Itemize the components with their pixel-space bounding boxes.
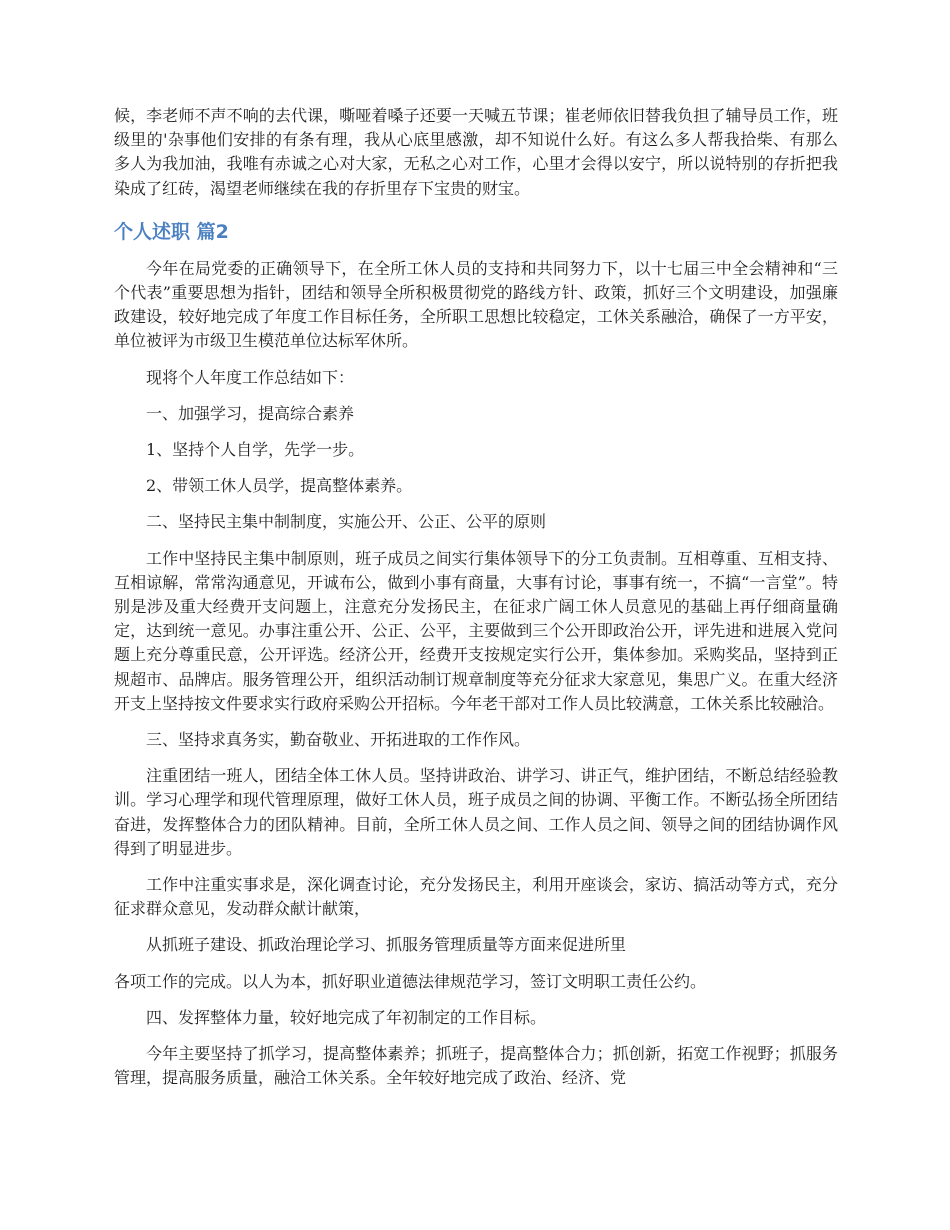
section-title-2: 二、坚持民主集中制制度，实施公开、公正、公平的原则 — [146, 512, 547, 532]
section-heading: 个人述职 篇2 — [114, 220, 229, 243]
paragraph-practical: 工作中注重实事求是，深化调查讨论，充分发扬民主，利用开座谈会，家访、搞活动等方式，充分征求群众意见，发动群众献计献策， — [114, 875, 838, 919]
paragraph-democracy: 工作中坚持民主集中制原则，班子成员之间实行集体领导下的分工负责制。互相尊重、互相支持、互相谅解，常常沟通意见，开诚布公，做到小事有商量，大事有讨论，事事有统一，不搞“一言堂”。特别是涉及重大经费开支问题上，注意充分发扬民主，在征求广阔工休人员意见的基础上再仔细商量确定，达到统一意见。办事注重公开、公正、公平，主要做到三个公开即政治公开，评先进和进展入党问题上充分尊重民意，公开评选。经济公开，经费开支按规定实行公开，集体参加。采购奖品，坚持到正规超市、品牌店。服务管理公开，组织活动制订规章制度等充分征求大家意见，集思广义。在重大经济开支上坚持按文件要求实行政府采购公开招标。今年老干部对工作人员比较满意，工休关系比较融洽。 — [114, 548, 838, 713]
list-item-1: 1、坚持个人自学，先学一步。 — [146, 440, 365, 460]
intro-paragraph: 候，李老师不声不响的去代课，嘶哑着嗓子还要一天喊五节课；崔老师依旧替我负担了辅导员工作，班级里的'杂事他们安排的有条有理，我从心底里感激，却不知说什么好。有这么多人帮我拾柴、有那么多人为我加油，我唯有赤诚之心对大家，无私之心对工作，心里才会得以安宁，所以说特别的存折把我染成了红砖，渴望老师继续在我的存折里存下宝贵的财宝。 — [114, 106, 838, 198]
paragraph-unity: 注重团结一班人，团结全体工休人员。坚持讲政治、讲学习、讲正气，维护团结，不断总结经验教训。学习心理学和现代管理原理，做好工休人员，班子成员之间的协调、平衡工作。不断弘扬全所团结奋进，发挥整体合力的团队精神。目前，全所工休人员之间、工作人员之间、领导之间的团结协调作风得到了明显进步。 — [114, 766, 838, 858]
paragraph-opening: 今年在局党委的正确领导下，在全所工休人员的支持和共同努力下，以十七届三中全会精神和“三个代表”重要思想为指针，团结和领导全所积极贯彻党的路线方针、政策，抓好三个文明建设，加强廉政建设，较好地完成了年度工作目标任务，全所职工思想比较稳定，工休关系融洽，确保了一方平安，单位被评为市级卫生模范单位达标军休所。 — [114, 258, 838, 351]
paragraph-promote: 从抓班子建设、抓政治理论学习、抓服务管理质量等方面来促进所里 — [146, 935, 627, 955]
list-item-2: 2、带领工休人员学，提高整体素养。 — [146, 476, 413, 496]
section-title-4: 四、发挥整体力量，较好地完成了年初制定的工作目标。 — [146, 1007, 547, 1027]
paragraph-goals: 今年主要坚持了抓学习，提高整体素养；抓班子，提高整体合力；抓创新，拓宽工作视野；抓服务管理，提高服务质量，融洽工休关系。全年较好地完成了政治、经济、党 — [114, 1044, 838, 1088]
paragraph-summary-intro: 现将个人年度工作总结如下： — [146, 367, 355, 387]
section-title-3: 三、坚持求真务实，勤奋敬业、开拓进取的工作作风。 — [146, 730, 531, 750]
section-title-1: 一、加强学习，提高综合素养 — [146, 403, 355, 423]
paragraph-completion: 各项工作的完成。以人为本，抓好职业道德法律规范学习，签订文明职工责任公约。 — [114, 971, 707, 991]
